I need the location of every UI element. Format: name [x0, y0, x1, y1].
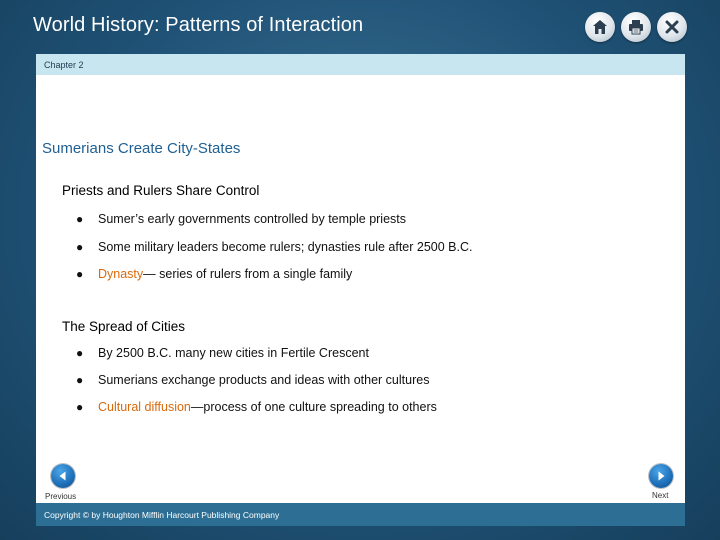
chapter-label: Chapter 2 [44, 59, 84, 70]
list-item [76, 267, 352, 281]
bullet-icon: ● [76, 373, 84, 387]
vocab-term[interactable]: Cultural diffusion [98, 400, 191, 414]
group-heading: The Spread of Cities [62, 319, 186, 334]
arrow-right-icon [655, 470, 667, 482]
previous-button[interactable] [51, 464, 75, 488]
list-item [76, 400, 437, 414]
print-icon [626, 17, 646, 37]
bullet-icon: ● [76, 240, 84, 254]
footer-bar [36, 503, 685, 526]
list-item [76, 212, 406, 226]
bullet-text: By 2500 B.C. many new cities in Fertile Crescent [98, 346, 369, 360]
close-icon [662, 17, 682, 37]
copyright-text: Copyright © by Houghton Mifflin Harcourt Publishing Company [44, 509, 280, 520]
chapter-bar [36, 54, 685, 75]
next-label[interactable]: Next [652, 491, 669, 500]
app-title: World History: Patterns of Interaction [33, 14, 364, 36]
print-button[interactable] [621, 12, 651, 42]
close-button[interactable] [657, 12, 687, 42]
bullet-icon: ● [76, 212, 84, 226]
home-icon [590, 17, 610, 37]
bullet-icon: ● [76, 267, 84, 281]
slide-title: Sumerians Create City-States [42, 140, 241, 157]
bullet-text: —process of one culture spreading to others [190, 400, 437, 414]
bullet-icon: ● [76, 346, 84, 360]
arrow-left-icon [57, 470, 69, 482]
previous-label[interactable]: Previous [45, 492, 77, 501]
top-toolbar [585, 12, 687, 42]
list-item [76, 346, 369, 360]
bullet-text: — series of rulers from a single family [143, 267, 353, 281]
vocab-term[interactable]: Dynasty [98, 267, 144, 281]
bullet-text: Some military leaders become rulers; dynasties rule after 2500 B.C. [98, 240, 473, 254]
bullet-text: Sumer’s early governments controlled by temple priests [98, 212, 407, 226]
list-item [76, 373, 429, 387]
slide-content [36, 75, 685, 503]
group-heading: Priests and Rulers Share Control [62, 183, 260, 198]
home-button[interactable] [585, 12, 615, 42]
next-button[interactable] [649, 464, 673, 488]
list-item [76, 240, 472, 254]
bullet-text: Sumerians exchange products and ideas with other cultures [98, 373, 430, 387]
bullet-icon: ● [76, 400, 84, 414]
